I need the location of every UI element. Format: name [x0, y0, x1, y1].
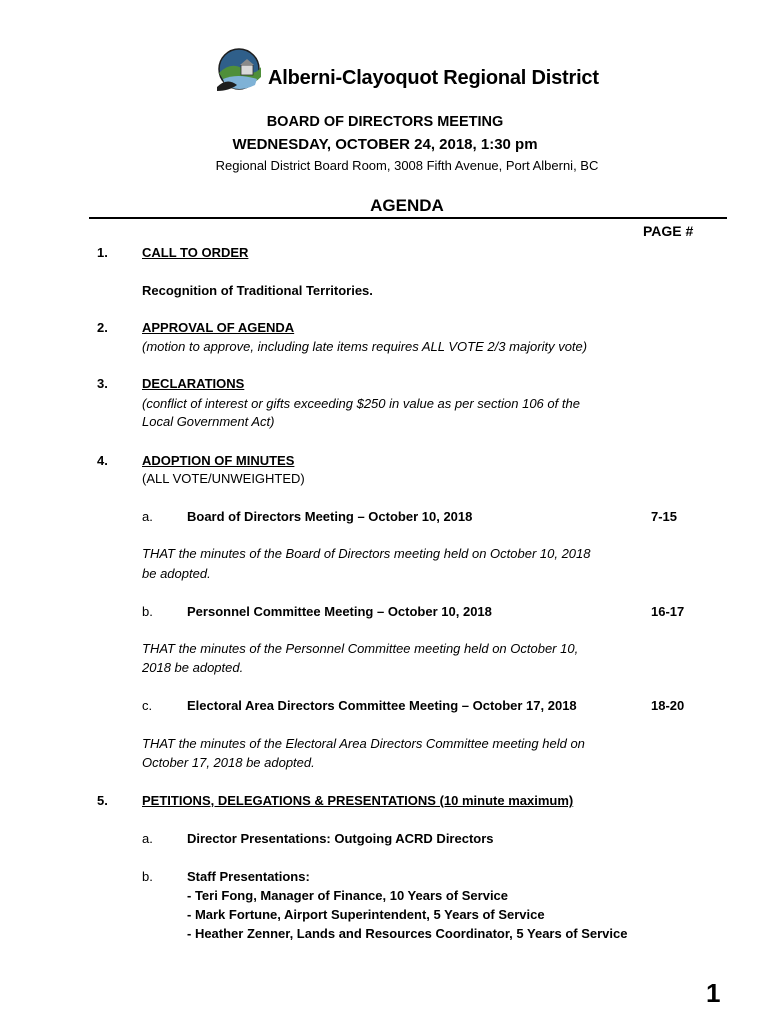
item-note: (ALL VOTE/UNWEIGHTED) — [142, 471, 305, 486]
item-heading-call-to-order: CALL TO ORDER — [142, 245, 249, 260]
subitem-pages: 16-17 — [651, 604, 685, 619]
org-name: Alberni-Clayoquot Regional District — [268, 67, 599, 89]
subitem-letter: a. — [142, 509, 153, 524]
item-number: 2. — [97, 320, 108, 335]
subitem-title: Staff Presentations: — [187, 869, 310, 884]
presentation-line: - Teri Fong, Manager of Finance, 10 Years of Service — [187, 888, 509, 903]
item-heading-adoption-of-minutes: ADOPTION OF MINUTES — [142, 453, 295, 468]
item-note: Recognition of Traditional Territories. — [142, 283, 373, 298]
subitem-pages: 18-20 — [651, 698, 685, 713]
subitem-title: Electoral Area Directors Committee Meeting – October 17, 2018 — [187, 698, 577, 713]
subitem-letter: b. — [142, 604, 153, 619]
item-heading-petitions-delegations: PETITIONS, DELEGATIONS & PRESENTATIONS (10 minute maximum) — [142, 793, 574, 808]
subitem-letter: b. — [142, 869, 153, 884]
item-number: 5. — [97, 793, 108, 808]
item-note: Local Government Act) — [142, 414, 275, 429]
item-number: 1. — [97, 245, 108, 260]
item-number: 3. — [97, 376, 108, 391]
subitem-pages: 7-15 — [651, 509, 678, 524]
subitem-title: Director Presentations: Outgoing ACRD Directors — [187, 831, 494, 846]
meeting-title: BOARD OF DIRECTORS MEETING — [266, 114, 504, 130]
item-note: (conflict of interest or gifts exceeding $250 in value as per section 106 of the — [142, 396, 580, 411]
motion-text: THAT the minutes of the Electoral Area Directors Committee meeting held on — [142, 736, 585, 751]
subitem-letter: c. — [142, 698, 153, 713]
item-heading-approval-of-agenda: APPROVAL OF AGENDA — [142, 320, 295, 335]
presentation-line: - Mark Fortune, Airport Superintendent, 5 Years of Service — [187, 907, 545, 922]
subitem-title: Board of Directors Meeting – October 10, 2018 — [187, 509, 473, 524]
acrd-logo-icon — [217, 47, 263, 93]
meeting-venue: Regional District Board Room, 3008 Fifth Avenue, Port Alberni, BC — [215, 158, 599, 173]
motion-text: THAT the minutes of the Personnel Committee meeting held on October 10, — [142, 641, 579, 656]
motion-text: THAT the minutes of the Board of Directors meeting held on October 10, 2018 — [142, 546, 591, 561]
header-divider — [89, 217, 727, 219]
meeting-date: WEDNESDAY, OCTOBER 24, 2018, 1:30 pm — [232, 136, 538, 153]
subitem-title: Personnel Committee Meeting – October 10, 2018 — [187, 604, 492, 619]
item-number: 4. — [97, 453, 108, 468]
item-heading-declarations: DECLARATIONS — [142, 376, 245, 391]
agenda-title: AGENDA — [370, 196, 444, 215]
subitem-letter: a. — [142, 831, 153, 846]
motion-text: 2018 be adopted. — [142, 660, 244, 675]
item-note: (motion to approve, including late items requires ALL VOTE 2/3 majority vote) — [142, 339, 588, 354]
motion-text: be adopted. — [142, 566, 211, 581]
presentation-line: - Heather Zenner, Lands and Resources Coordinator, 5 Years of Service — [187, 926, 628, 941]
page-number: 1 — [706, 978, 721, 1008]
motion-text: October 17, 2018 be adopted. — [142, 755, 315, 770]
page-column-header: PAGE # — [643, 223, 694, 239]
